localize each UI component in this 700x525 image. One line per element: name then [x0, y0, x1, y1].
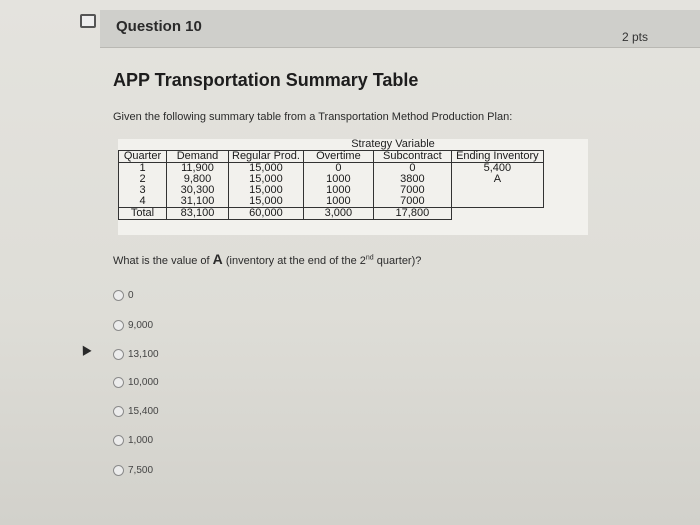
header-cell: Quarter — [119, 151, 167, 163]
table-header-row — [119, 151, 544, 163]
summary-table — [118, 150, 544, 220]
radio-button[interactable] — [113, 435, 124, 446]
table-cell: 3,000 — [303, 208, 373, 220]
question-header — [100, 10, 700, 48]
prompt-text-after: quarter)? — [373, 255, 422, 267]
header-cell: Subcontract — [373, 151, 451, 163]
answer-option-label: 9,000 — [128, 320, 154, 331]
answer-option-label: 0 — [128, 290, 134, 301]
table-cell: 31,100 — [167, 196, 229, 208]
table-cell: 1000 — [303, 185, 373, 196]
table-cell: 11,900 — [167, 163, 229, 175]
answer-option-label: 10,000 — [128, 377, 159, 388]
table-cell: 0 — [373, 163, 451, 175]
header-cell: Regular Prod. — [229, 151, 304, 163]
table-cell: 17,800 — [373, 208, 451, 220]
table-cell: 15,000 — [229, 163, 304, 175]
question-title: Question 10 — [116, 18, 202, 35]
table-cell: 15,000 — [229, 196, 304, 208]
answer-option-label: 1,000 — [128, 435, 154, 446]
header-cell: Overtime — [303, 151, 373, 163]
table-cell: 7000 — [373, 196, 451, 208]
table-cell: 7000 — [373, 185, 451, 196]
answer-option[interactable] — [113, 406, 159, 417]
table-cell — [451, 196, 543, 208]
question-points: 2 pts — [621, 30, 648, 44]
summary-table-container — [118, 139, 588, 235]
answer-option[interactable] — [113, 290, 134, 301]
table-cell: 30,300 — [167, 185, 229, 196]
radio-button[interactable] — [113, 290, 124, 301]
answer-option[interactable] — [113, 465, 153, 476]
radio-button[interactable] — [113, 406, 124, 417]
table-cell: A — [451, 174, 543, 185]
table-cell — [451, 208, 543, 220]
prompt-text-middle: (inventory at the end of the 2 — [222, 255, 366, 267]
table-cell: 15,000 — [229, 185, 304, 196]
header-cell: Ending Inventory — [451, 151, 543, 163]
table-row — [119, 196, 544, 208]
prompt-text-before: What is the value of — [113, 255, 213, 267]
prompt-superscript: nd — [365, 254, 374, 262]
answer-option[interactable] — [113, 377, 159, 388]
table-cell: 3 — [119, 185, 167, 196]
answer-option[interactable] — [113, 349, 159, 360]
answer-option[interactable] — [113, 435, 153, 446]
answer-option[interactable] — [113, 320, 153, 331]
radio-button[interactable] — [113, 349, 124, 360]
answer-option-label: 15,400 — [128, 406, 159, 417]
answer-option-label: 7,500 — [128, 465, 154, 476]
radio-button[interactable] — [113, 320, 124, 331]
table-cell: 60,000 — [229, 208, 304, 220]
table-cell: 1000 — [303, 174, 373, 185]
radio-button[interactable] — [113, 465, 124, 476]
table-cell: 4 — [119, 196, 167, 208]
mouse-cursor-icon — [78, 343, 91, 356]
answer-option-label: 13,100 — [128, 349, 159, 360]
table-cell — [451, 185, 543, 196]
intro-text: Given the following summary table from a Transportation Method Production Plan: — [113, 111, 513, 123]
question-prompt — [113, 251, 421, 267]
table-cell: 2 — [119, 174, 167, 185]
table-cell: 15,000 — [229, 174, 304, 185]
header-cell: Demand — [167, 151, 229, 163]
section-title: APP Transportation Summary Table — [113, 70, 419, 90]
flag-question-icon[interactable] — [80, 14, 96, 28]
table-caption: Strategy Variable — [351, 138, 435, 150]
table-cell: 1 — [119, 163, 167, 175]
table-cell: 9,800 — [167, 174, 229, 185]
table-cell: 5,400 — [451, 163, 543, 175]
table-cell: 1000 — [303, 196, 373, 208]
radio-button[interactable] — [113, 377, 124, 388]
prompt-variable: A — [212, 251, 223, 267]
table-cell: 0 — [303, 163, 373, 175]
table-cell: 83,100 — [167, 208, 229, 220]
table-cell: 3800 — [373, 174, 451, 185]
table-cell: Total — [119, 208, 167, 220]
table-total-row — [119, 208, 544, 220]
